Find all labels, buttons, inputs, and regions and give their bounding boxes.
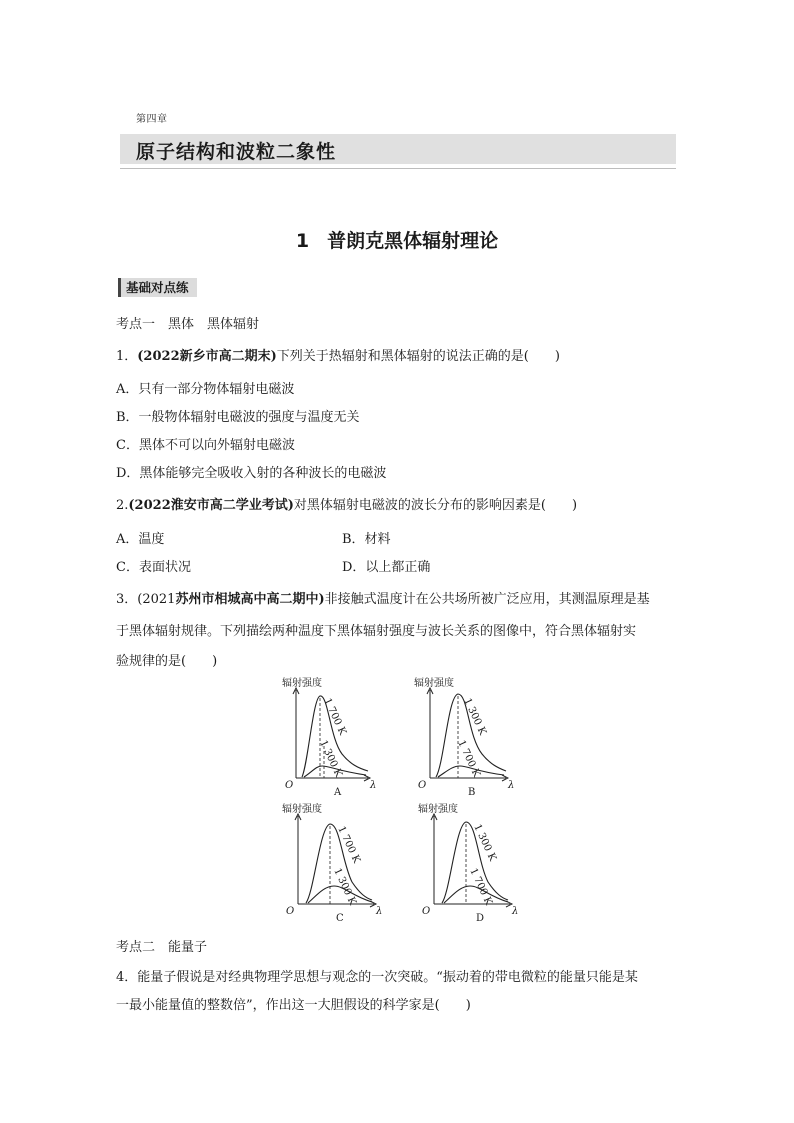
curve-label-high: 1 300 K <box>461 696 488 737</box>
q2-option-b[interactable]: B．材料 <box>342 532 391 547</box>
q1-option-c[interactable]: C．黑体不可以向外辐射电磁波 <box>116 438 295 453</box>
lesson-title <box>0 226 794 253</box>
figure-b[interactable] <box>412 674 516 802</box>
origin-label: O <box>418 780 427 791</box>
question-text: 非接触式温度计在公共场所被广泛应用，其测温原理是基 <box>324 592 650 607</box>
question-number: 1． <box>116 349 138 364</box>
question-text: 下列关于热辐射和黑体辐射的说法正确的是( ) <box>276 349 560 364</box>
question-4-line-2: 一最小能量值的整数倍”，作出这一大胆假设的科学家是( ) <box>116 998 471 1013</box>
lesson-name: 普朗克黑体辐射理论 <box>327 230 499 252</box>
figure-c[interactable] <box>280 800 384 928</box>
q2-option-a[interactable]: A．温度 <box>116 532 165 547</box>
curve-label-high: 1 300 K <box>471 822 498 863</box>
origin-label: O <box>286 906 295 917</box>
question-2-stem <box>116 494 577 513</box>
curve-label-low: 1 300 K <box>317 738 344 779</box>
question-number: 3． <box>116 592 138 607</box>
figure-letter: D <box>476 913 485 924</box>
q1-option-d[interactable]: D．黑体能够完全吸收入射的各种波长的电磁波 <box>116 466 387 481</box>
question-1-stem <box>116 345 560 364</box>
y-axis-label: 辐射强度 <box>418 804 458 815</box>
chapter-label: 第四章 <box>136 114 168 125</box>
lesson-number: 1 <box>295 230 310 252</box>
section-tag: 基础对点练 <box>118 278 197 297</box>
q2-option-d[interactable]: D．以上都正确 <box>342 560 431 575</box>
x-axis-label: λ <box>508 780 515 791</box>
question-number: 2. <box>116 498 129 513</box>
chapter-title: 原子结构和波粒二象性 <box>136 141 337 163</box>
y-axis-label: 辐射强度 <box>414 678 454 689</box>
question-4-stem <box>116 966 638 985</box>
question-source: 苏州市相城高中高二期中) <box>175 592 325 607</box>
q1-option-b[interactable]: B．一般物体辐射电磁波的强度与温度无关 <box>116 410 360 425</box>
curve-label-high: 1 700 K <box>335 824 362 865</box>
question-3-line-3: 验规律的是( ) <box>116 654 218 669</box>
question-number: 4． <box>116 970 138 985</box>
x-axis-label: λ <box>512 906 519 917</box>
curve-label-low: 1 700 K <box>467 866 494 907</box>
x-axis-label: λ <box>370 780 377 791</box>
origin-label: O <box>422 906 431 917</box>
figure-d[interactable] <box>414 800 518 928</box>
chapter-title-bar <box>120 134 676 164</box>
topic-heading: 考点一 黑体 黑体辐射 <box>116 317 260 332</box>
question-source: (2022淮安市高二学业考试) <box>128 498 294 513</box>
curve-label-low: 1 300 K <box>331 866 358 907</box>
y-axis-label: 辐射强度 <box>282 678 322 689</box>
q2-option-c[interactable]: C．表面状况 <box>116 560 191 575</box>
x-axis-label: λ <box>376 906 383 917</box>
figure-letter: A <box>334 787 342 798</box>
curve-label-high: 1 700 K <box>321 696 348 737</box>
figure-a[interactable] <box>280 674 376 802</box>
question-source: (2022新乡市高二期末) <box>137 349 277 364</box>
question-text: 对黑体辐射电磁波的波长分布的影响因素是( ) <box>293 498 578 513</box>
figure-letter: C <box>336 913 344 924</box>
figure-letter: B <box>468 787 476 798</box>
question-3-line-2: 于黑体辐射规律。下列描绘两种温度下黑体辐射强度与波长关系的图像中，符合黑体辐射实 <box>116 624 637 639</box>
curve-label-low: 1 700 K <box>455 738 482 779</box>
question-3-stem <box>116 588 650 607</box>
topic-heading: 考点二 能量子 <box>116 940 208 955</box>
question-text: 能量子假说是对经典物理学思想与观念的一次突破。“振动着的带电微粒的能量只能是某 <box>137 970 638 985</box>
q1-option-a[interactable]: A．只有一部分物体辐射电磁波 <box>116 382 295 397</box>
chapter-divider <box>120 168 676 169</box>
y-axis-label: 辐射强度 <box>282 804 322 815</box>
origin-label: O <box>285 780 294 791</box>
question-source-year: (2021 <box>137 592 176 607</box>
